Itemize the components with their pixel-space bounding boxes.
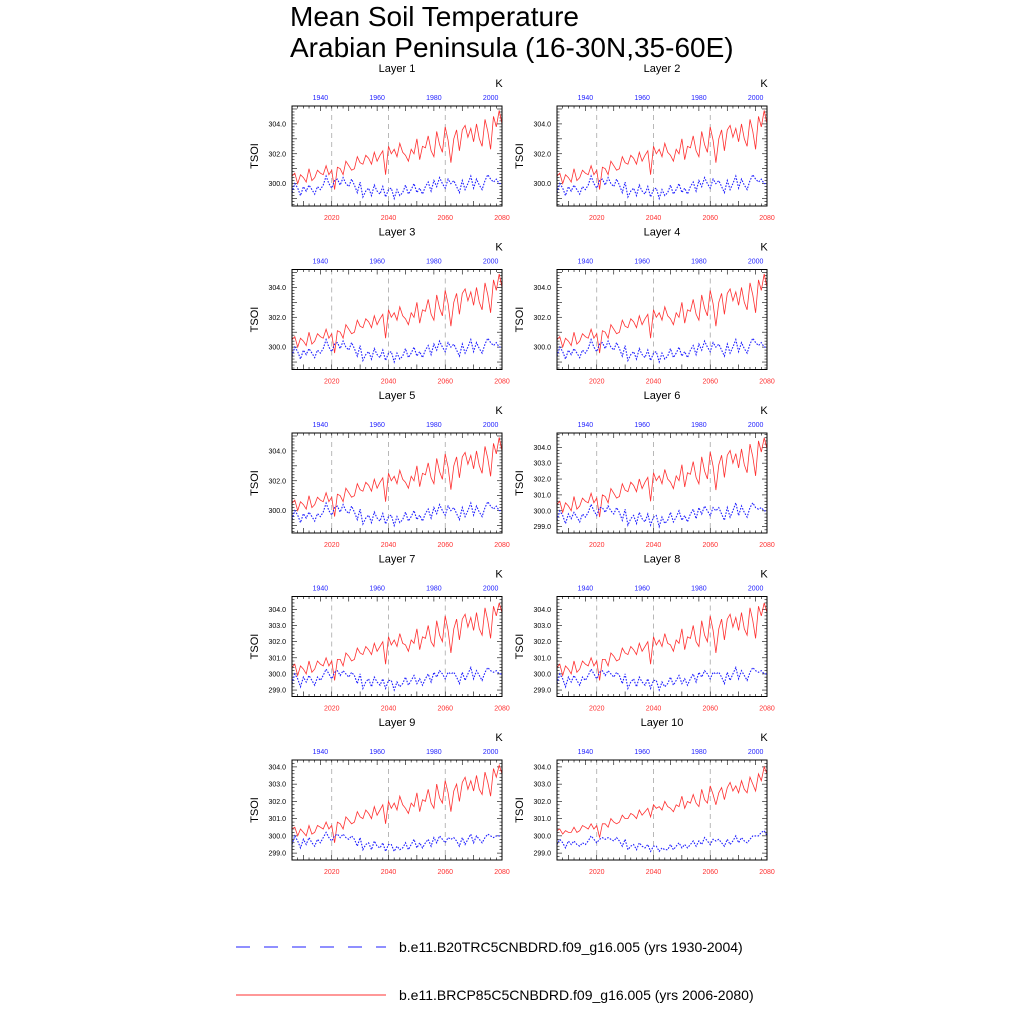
x-tick-label-top: 1940 bbox=[312, 95, 329, 102]
panel-title: Layer 6 bbox=[643, 390, 681, 402]
x-tick-label-bottom: 2040 bbox=[645, 378, 662, 386]
units-label: K bbox=[495, 78, 503, 90]
y-axis-label: TSOI bbox=[249, 470, 261, 496]
series-line-historical bbox=[292, 668, 502, 691]
y-axis-label: TSOI bbox=[514, 306, 526, 333]
y-tick-label: 301.0 bbox=[268, 655, 286, 663]
panel-8 bbox=[514, 554, 775, 713]
x-tick-label-bottom: 2080 bbox=[494, 542, 510, 549]
x-tick-label-bottom: 2040 bbox=[380, 705, 397, 713]
x-tick-label-bottom: 2040 bbox=[380, 378, 397, 386]
y-tick-label: 300.0 bbox=[268, 671, 286, 679]
panel-title: Layer 4 bbox=[643, 226, 681, 239]
x-tick-label-bottom: 2060 bbox=[702, 705, 719, 713]
x-tick-label-top: 1960 bbox=[369, 258, 385, 266]
y-tick-label: 301.0 bbox=[533, 816, 551, 824]
units-label: K bbox=[760, 568, 768, 581]
y-tick-label: 302.0 bbox=[533, 639, 551, 647]
y-tick-label: 299.0 bbox=[533, 687, 551, 695]
y-tick-label: 302.0 bbox=[533, 798, 551, 806]
x-tick-label-bottom: 2040 bbox=[380, 542, 397, 549]
x-tick-label-bottom: 2020 bbox=[588, 215, 605, 222]
x-tick-label-bottom: 2060 bbox=[702, 215, 719, 222]
series-line-historical bbox=[292, 502, 502, 526]
series-line-future bbox=[557, 438, 767, 517]
y-tick-label: 300.0 bbox=[268, 508, 286, 516]
y-tick-label: 304.0 bbox=[533, 121, 551, 129]
x-tick-label-top: 1940 bbox=[577, 422, 594, 429]
y-tick-label: 301.0 bbox=[268, 816, 286, 824]
y-tick-label: 303.0 bbox=[268, 781, 286, 789]
panel-title: Layer 2 bbox=[643, 63, 681, 75]
y-axis-label: TSOI bbox=[514, 143, 526, 169]
series-line-historical bbox=[557, 668, 767, 691]
y-tick-label: 302.0 bbox=[533, 151, 551, 159]
x-tick-label-bottom: 2020 bbox=[323, 705, 340, 713]
units-label: K bbox=[760, 241, 768, 254]
x-tick-label-top: 1980 bbox=[426, 258, 442, 266]
series-line-future bbox=[292, 111, 502, 190]
x-tick-label-top: 1980 bbox=[691, 749, 707, 756]
x-tick-label-bottom: 2020 bbox=[323, 215, 340, 222]
y-axis-label: TSOI bbox=[249, 633, 261, 660]
panel-10 bbox=[514, 717, 775, 876]
y-tick-label: 304.0 bbox=[268, 448, 286, 456]
panel-5 bbox=[249, 390, 510, 549]
x-tick-label-top: 1960 bbox=[634, 95, 650, 102]
y-tick-label: 299.0 bbox=[268, 687, 286, 695]
x-tick-label-top: 2000 bbox=[747, 422, 764, 429]
x-tick-label-bottom: 2060 bbox=[437, 378, 454, 386]
x-tick-label-top: 1960 bbox=[369, 749, 385, 756]
legend-swatch-future bbox=[236, 985, 396, 1005]
x-tick-label-bottom: 2080 bbox=[494, 869, 510, 876]
x-tick-label-top: 2000 bbox=[482, 422, 499, 429]
panel-9 bbox=[249, 717, 510, 876]
x-tick-label-top: 1960 bbox=[634, 585, 650, 593]
x-tick-label-top: 2000 bbox=[747, 749, 764, 756]
y-tick-label: 304.0 bbox=[533, 444, 551, 452]
y-tick-label: 300.0 bbox=[268, 833, 286, 841]
x-tick-label-top: 1940 bbox=[577, 749, 594, 756]
x-tick-label-top: 1960 bbox=[369, 95, 385, 102]
x-tick-label-top: 1940 bbox=[312, 258, 329, 266]
x-tick-label-bottom: 2020 bbox=[323, 378, 340, 386]
x-tick-label-bottom: 2060 bbox=[702, 542, 719, 549]
y-tick-label: 300.0 bbox=[533, 833, 551, 841]
x-tick-label-bottom: 2040 bbox=[645, 869, 662, 876]
x-tick-label-bottom: 2020 bbox=[588, 378, 605, 386]
panel-title: Layer 7 bbox=[378, 553, 416, 566]
panel-title: Layer 5 bbox=[378, 390, 416, 402]
x-tick-label-top: 1980 bbox=[426, 422, 442, 429]
y-axis-label: TSOI bbox=[249, 797, 261, 823]
units-label: K bbox=[760, 732, 768, 744]
y-tick-label: 303.0 bbox=[533, 781, 551, 789]
x-tick-label-bottom: 2080 bbox=[759, 869, 775, 876]
legend-swatch-historical bbox=[236, 937, 396, 957]
x-tick-label-top: 1940 bbox=[577, 585, 594, 593]
y-tick-label: 301.0 bbox=[533, 655, 551, 663]
x-tick-label-top: 1980 bbox=[426, 749, 442, 756]
x-tick-label-bottom: 2020 bbox=[588, 869, 605, 876]
x-tick-label-bottom: 2060 bbox=[702, 378, 719, 386]
y-axis-label: TSOI bbox=[514, 633, 526, 660]
x-tick-label-top: 2000 bbox=[747, 258, 764, 266]
legend-label-future: b.e11.BRCP85C5CNBDRD.f09_g16.005 (yrs 2006-2080) bbox=[399, 987, 754, 1003]
y-tick-label: 304.0 bbox=[533, 606, 551, 614]
x-tick-label-bottom: 2040 bbox=[380, 215, 397, 222]
units-label: K bbox=[495, 732, 503, 744]
x-tick-label-top: 1980 bbox=[691, 585, 707, 593]
y-tick-label: 299.0 bbox=[533, 850, 551, 858]
y-axis-label: TSOI bbox=[514, 470, 526, 496]
y-tick-label: 300.0 bbox=[533, 508, 551, 516]
x-tick-label-bottom: 2080 bbox=[759, 705, 775, 713]
x-tick-label-top: 1940 bbox=[312, 422, 329, 429]
x-tick-label-top: 1940 bbox=[312, 749, 329, 756]
x-tick-label-bottom: 2080 bbox=[759, 378, 775, 386]
panel-4 bbox=[514, 227, 775, 386]
units-label: K bbox=[495, 568, 503, 581]
y-tick-label: 304.0 bbox=[533, 284, 551, 292]
series-line-future bbox=[292, 438, 502, 517]
x-tick-label-bottom: 2020 bbox=[323, 542, 340, 549]
panel-7 bbox=[249, 554, 510, 713]
x-tick-label-bottom: 2060 bbox=[437, 869, 454, 876]
y-tick-label: 300.0 bbox=[268, 181, 286, 189]
y-tick-label: 300.0 bbox=[268, 344, 286, 352]
x-tick-label-bottom: 2020 bbox=[323, 869, 340, 876]
x-tick-label-bottom: 2040 bbox=[645, 215, 662, 222]
y-tick-label: 300.0 bbox=[533, 671, 551, 679]
x-tick-label-top: 1960 bbox=[369, 422, 385, 429]
panel-2 bbox=[514, 63, 775, 222]
y-axis-label: TSOI bbox=[514, 797, 526, 823]
y-tick-label: 304.0 bbox=[268, 284, 286, 292]
x-tick-label-bottom: 2040 bbox=[380, 869, 397, 876]
x-tick-label-top: 1980 bbox=[691, 258, 707, 266]
chart-subtitle: Arabian Peninsula (16-30N,35-60E) bbox=[290, 32, 734, 63]
x-tick-label-bottom: 2080 bbox=[494, 705, 510, 713]
x-tick-label-bottom: 2020 bbox=[588, 705, 605, 713]
y-tick-label: 302.0 bbox=[268, 478, 286, 486]
y-tick-label: 302.0 bbox=[533, 314, 551, 322]
x-tick-label-bottom: 2040 bbox=[645, 705, 662, 713]
y-tick-label: 299.0 bbox=[533, 524, 551, 532]
x-tick-label-bottom: 2060 bbox=[437, 705, 454, 713]
series-line-historical bbox=[292, 832, 502, 851]
x-tick-label-bottom: 2080 bbox=[494, 215, 510, 222]
x-tick-label-top: 1960 bbox=[634, 422, 650, 429]
x-tick-label-bottom: 2060 bbox=[702, 869, 719, 876]
series-line-historical bbox=[557, 831, 767, 852]
units-label: K bbox=[760, 78, 768, 90]
panel-1 bbox=[249, 63, 510, 222]
panel-title: Layer 9 bbox=[378, 717, 416, 729]
panel-title: Layer 10 bbox=[640, 717, 684, 729]
x-tick-label-bottom: 2080 bbox=[759, 542, 775, 549]
y-tick-label: 303.0 bbox=[533, 623, 551, 631]
x-tick-label-top: 1980 bbox=[691, 422, 707, 429]
x-tick-label-top: 1960 bbox=[634, 749, 650, 756]
units-label: K bbox=[495, 405, 503, 417]
x-tick-label-top: 1980 bbox=[691, 95, 707, 102]
x-tick-label-top: 1980 bbox=[426, 585, 442, 593]
panel-title: Layer 8 bbox=[643, 553, 681, 566]
series-line-future bbox=[292, 274, 502, 353]
series-line-future bbox=[557, 767, 767, 838]
series-line-historical bbox=[557, 338, 767, 362]
series-line-future bbox=[292, 765, 502, 843]
y-tick-label: 302.0 bbox=[268, 639, 286, 647]
series-line-historical bbox=[557, 175, 767, 199]
y-tick-label: 302.0 bbox=[268, 798, 286, 806]
y-tick-label: 302.0 bbox=[268, 151, 286, 159]
chart-title: Mean Soil Temperature bbox=[290, 1, 579, 32]
series-line-future bbox=[557, 111, 767, 190]
y-tick-label: 303.0 bbox=[533, 460, 551, 468]
x-tick-label-bottom: 2080 bbox=[494, 378, 510, 386]
x-tick-label-top: 1960 bbox=[369, 585, 385, 593]
x-tick-label-top: 1960 bbox=[634, 258, 650, 266]
x-tick-label-bottom: 2040 bbox=[645, 542, 662, 549]
y-tick-label: 304.0 bbox=[268, 121, 286, 129]
y-axis-label: TSOI bbox=[249, 143, 261, 169]
x-tick-label-bottom: 2060 bbox=[437, 215, 454, 222]
legend-label-historical: b.e11.B20TRC5CNBDRD.f09_g16.005 (yrs 1930-2004) bbox=[399, 939, 743, 955]
x-tick-label-top: 1940 bbox=[312, 585, 329, 593]
x-tick-label-top: 2000 bbox=[482, 749, 499, 756]
x-tick-label-top: 2000 bbox=[747, 95, 764, 102]
series-line-historical bbox=[292, 338, 502, 362]
x-tick-label-bottom: 2020 bbox=[588, 542, 605, 549]
x-tick-label-top: 1940 bbox=[577, 95, 594, 102]
y-tick-label: 304.0 bbox=[268, 606, 286, 614]
x-tick-label-top: 1940 bbox=[577, 258, 594, 266]
panel-3 bbox=[249, 227, 510, 386]
y-tick-label: 303.0 bbox=[268, 623, 286, 631]
y-tick-label: 300.0 bbox=[533, 344, 551, 352]
y-tick-label: 304.0 bbox=[268, 764, 286, 772]
x-tick-label-top: 1980 bbox=[426, 95, 442, 102]
panel-title: Layer 3 bbox=[378, 226, 416, 239]
panel-6 bbox=[514, 390, 775, 549]
x-tick-label-top: 2000 bbox=[482, 95, 499, 102]
units-label: K bbox=[760, 405, 768, 417]
y-axis-label: TSOI bbox=[249, 306, 261, 333]
y-tick-label: 304.0 bbox=[533, 764, 551, 772]
units-label: K bbox=[495, 241, 503, 254]
y-tick-label: 301.0 bbox=[533, 492, 551, 500]
y-tick-label: 300.0 bbox=[533, 181, 551, 189]
x-tick-label-bottom: 2080 bbox=[759, 215, 775, 222]
series-line-historical bbox=[292, 175, 502, 199]
x-tick-label-top: 2000 bbox=[482, 258, 499, 266]
panel-title: Layer 1 bbox=[378, 63, 416, 75]
y-tick-label: 302.0 bbox=[533, 476, 551, 484]
y-tick-label: 302.0 bbox=[268, 314, 286, 322]
x-tick-label-bottom: 2060 bbox=[437, 542, 454, 549]
y-tick-label: 299.0 bbox=[268, 850, 286, 858]
x-tick-label-top: 2000 bbox=[482, 585, 499, 593]
x-tick-label-top: 2000 bbox=[747, 585, 764, 593]
series-line-future bbox=[557, 274, 767, 353]
series-line-historical bbox=[557, 503, 767, 527]
